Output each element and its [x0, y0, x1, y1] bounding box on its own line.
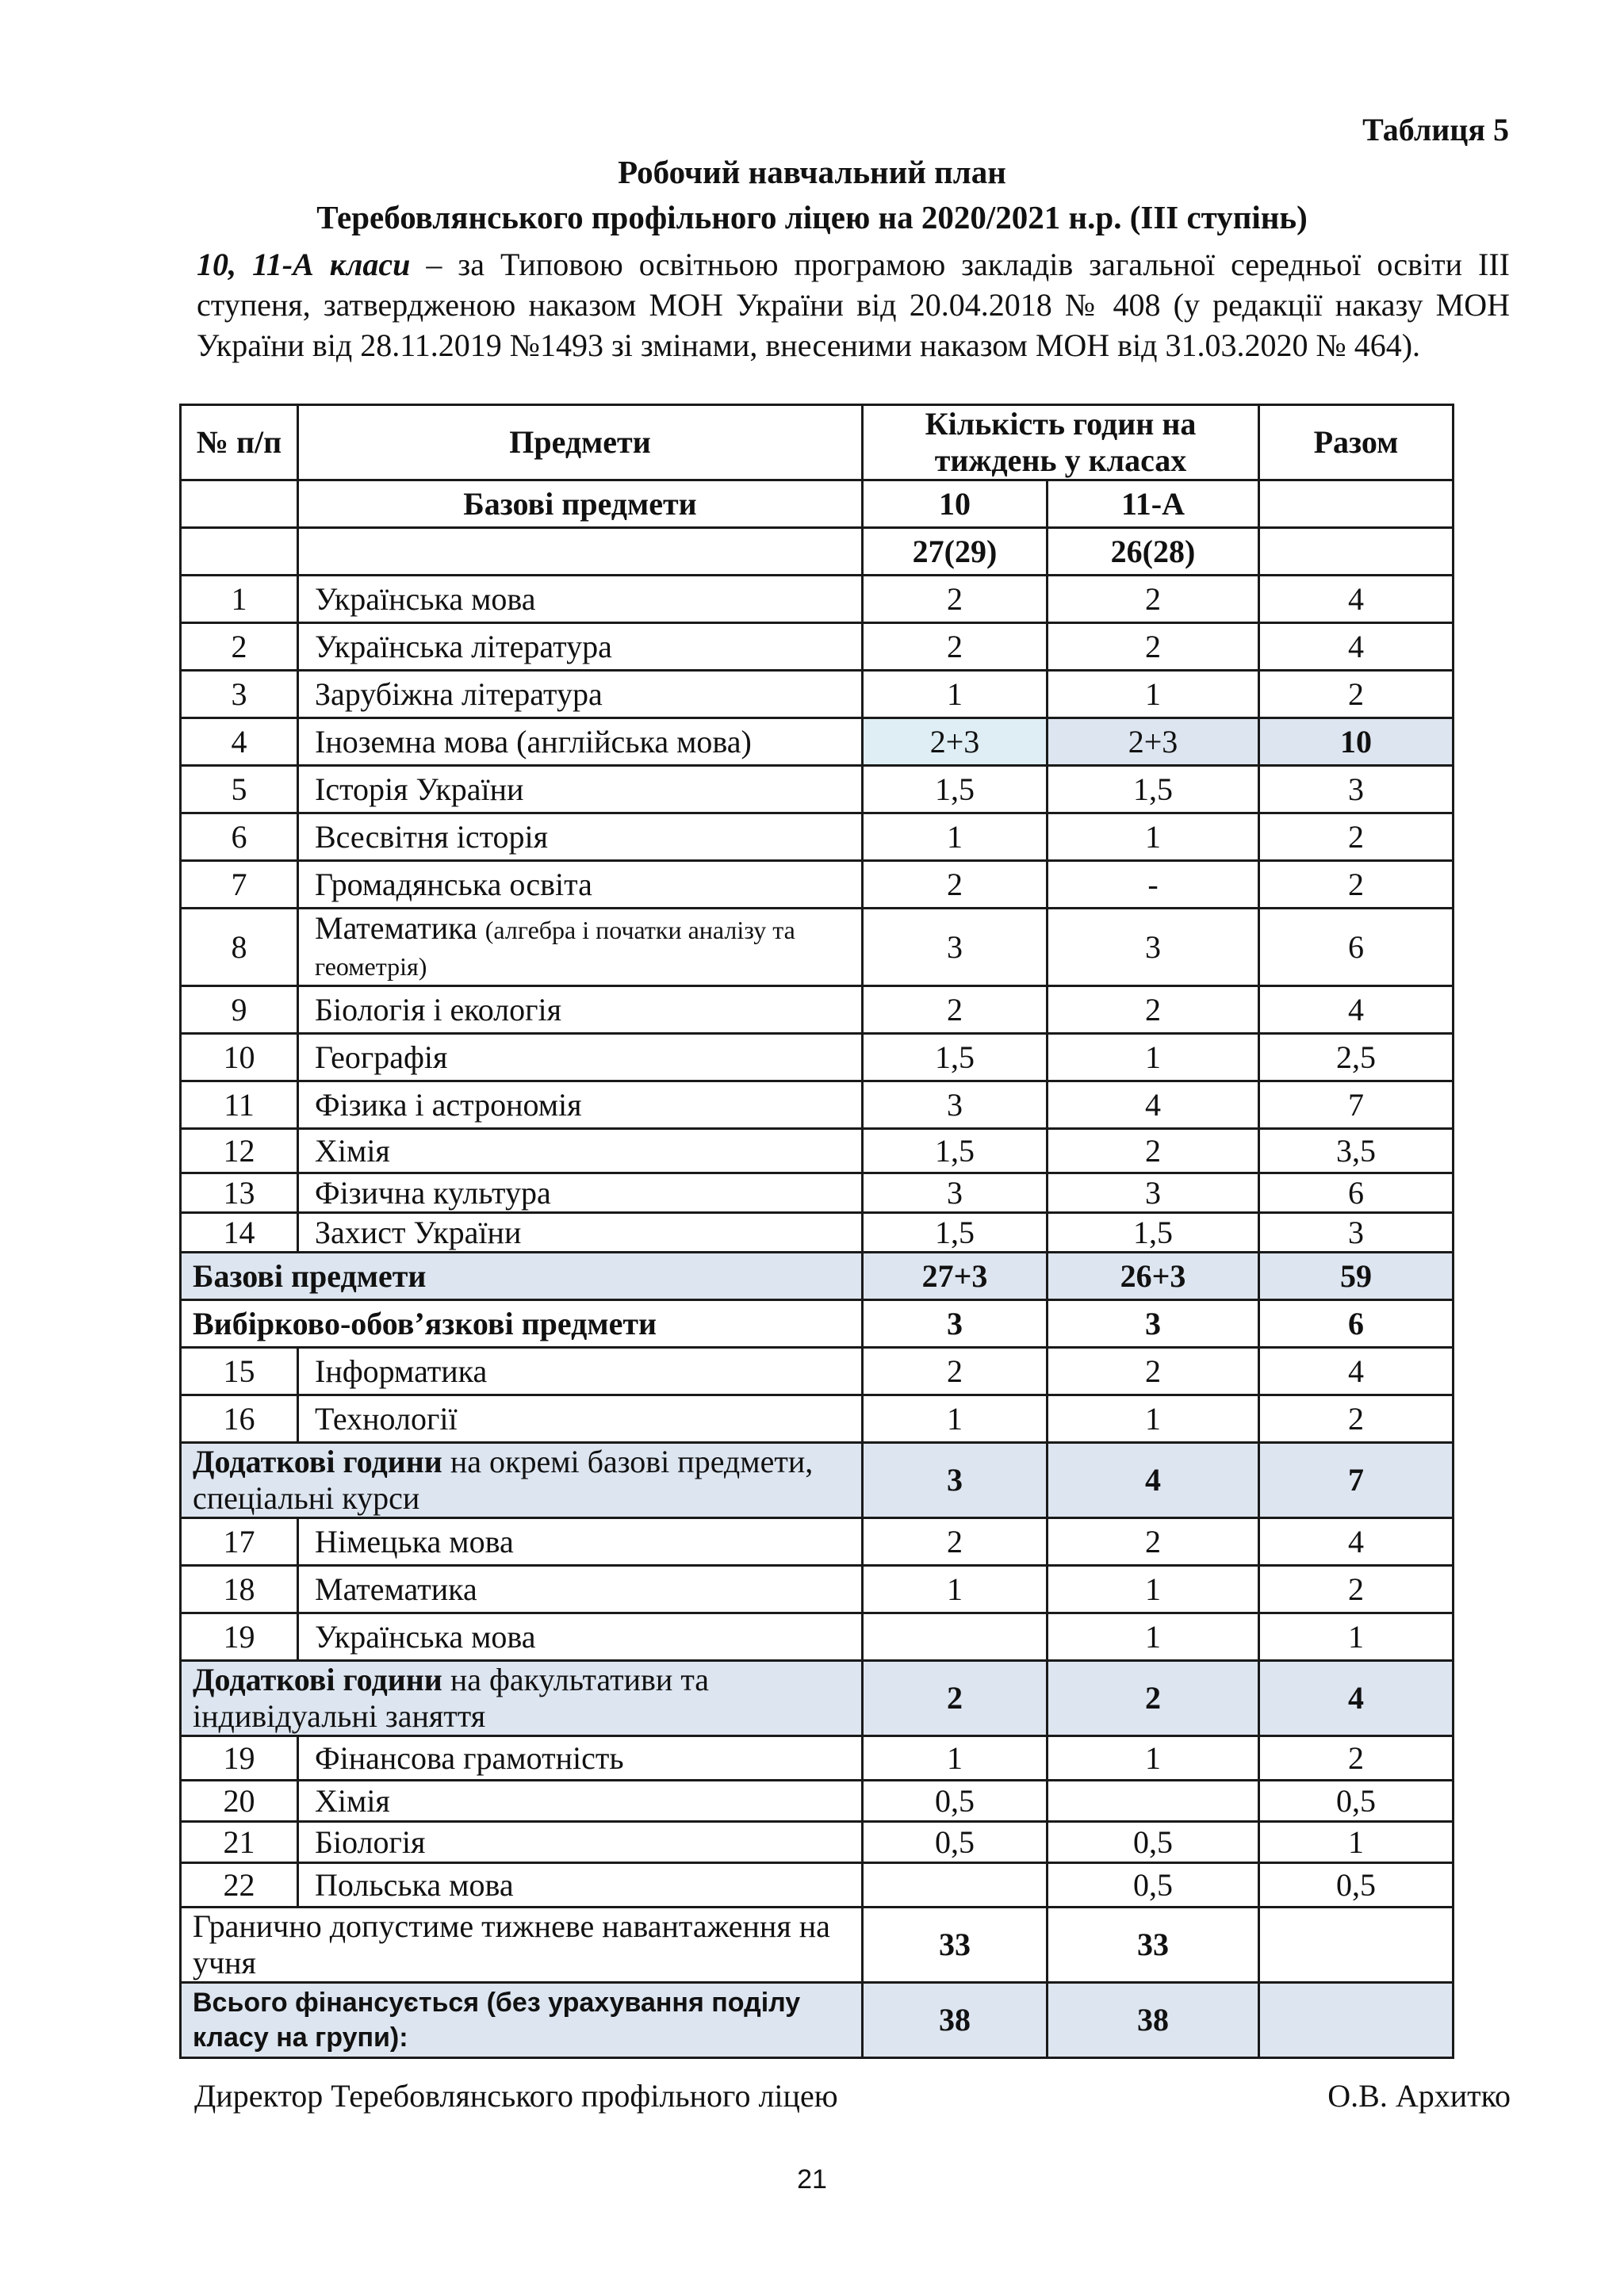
subject-name: [298, 1081, 863, 1129]
table-row: [181, 1518, 1454, 1566]
table-row: [181, 1081, 1454, 1129]
row-number: 5: [181, 766, 298, 813]
row-number: 2: [181, 623, 298, 671]
cell-class-11a: 3: [1048, 909, 1259, 986]
cell-class-10: 38: [863, 1983, 1048, 2058]
table-row: [181, 576, 1454, 623]
subject-label: Фізична культура: [315, 1174, 551, 1211]
row-number: 11: [181, 1081, 298, 1129]
cell-class-11a: 1,5: [1048, 766, 1259, 813]
cell-class-10: 1: [863, 1566, 1048, 1613]
cell-total: 0,5: [1259, 1781, 1454, 1822]
subject-name: [298, 1034, 863, 1081]
cell-total: 0,5: [1259, 1863, 1454, 1908]
row-number: 10: [181, 1034, 298, 1081]
section-label: Додаткові години на окремі базові предмети, спеціальні курси: [181, 1443, 863, 1518]
row-number: 8: [181, 909, 298, 986]
subject-name: [298, 1395, 863, 1443]
row-number: 6: [181, 813, 298, 861]
table-header-row: [181, 405, 1454, 480]
subject-name: [298, 1348, 863, 1395]
cell-total: 4: [1259, 576, 1454, 623]
row-number: 3: [181, 671, 298, 718]
cell-class-11a: 1,5: [1048, 1213, 1259, 1253]
cell-total: [1259, 1908, 1454, 1983]
row-number: 19: [181, 1736, 298, 1781]
cell-total: 3: [1259, 1213, 1454, 1253]
cell-total: 2: [1259, 813, 1454, 861]
subject-label: Іноземна мова (англійська мова): [315, 723, 752, 760]
cell-class-11a: 2+3: [1048, 718, 1259, 766]
subject-name: [298, 1173, 863, 1213]
cell-class-10: 2: [863, 623, 1048, 671]
cell-total: 2: [1259, 1736, 1454, 1781]
cell-class-10: 1,5: [863, 766, 1048, 813]
subject-label: Хімія: [315, 1782, 390, 1819]
table-row: [181, 623, 1454, 671]
table-row: [181, 861, 1454, 909]
page-number: 21: [797, 2164, 827, 2195]
cell-class-10: 2: [863, 1518, 1048, 1566]
cell-class-10: 2+3: [863, 718, 1048, 766]
cell-class-11a: 33: [1048, 1908, 1259, 1983]
table-row: [181, 1863, 1454, 1908]
row-number: 21: [181, 1822, 298, 1863]
header-subjects: Предмети: [298, 405, 863, 480]
cell-class-11a: 1: [1048, 1395, 1259, 1443]
intro-paragraph: [197, 244, 1510, 365]
subject-name: [298, 718, 863, 766]
row-number: 7: [181, 861, 298, 909]
row-number: 22: [181, 1863, 298, 1908]
row-number: 13: [181, 1173, 298, 1213]
cell-total: 7: [1259, 1081, 1454, 1129]
cell-class-10: 1: [863, 813, 1048, 861]
cell-class-11a: 4: [1048, 1443, 1259, 1518]
cell-class-10: 1,5: [863, 1213, 1048, 1253]
table-row: [181, 1781, 1454, 1822]
section-label: Всього фінансується (без урахування поділу класу на групи):: [181, 1983, 863, 2058]
subject-name: [298, 1129, 863, 1173]
cell-class-11a: 3: [1048, 1173, 1259, 1213]
cell-class-10: 2: [863, 1348, 1048, 1395]
cell-class-10: 0,5: [863, 1781, 1048, 1822]
subject-label: Громадянська освіта: [315, 866, 592, 902]
subject-name: [298, 1566, 863, 1613]
cell-total: 1: [1259, 1822, 1454, 1863]
row-number: 12: [181, 1129, 298, 1173]
subject-name: [298, 1822, 863, 1863]
subject-name: [298, 766, 863, 813]
table-row: [181, 1173, 1454, 1213]
row-financed: [181, 1983, 1454, 2058]
subject-label: Зарубіжна література: [315, 675, 603, 712]
cell-class-10: 27+3: [863, 1253, 1048, 1300]
subject-name: [298, 1863, 863, 1908]
row-max-load: [181, 1908, 1454, 1983]
cell-total: 4: [1259, 986, 1454, 1034]
subject-label: Українська мова: [315, 580, 536, 617]
row-number: 16: [181, 1395, 298, 1443]
cell-class-10: 2: [863, 861, 1048, 909]
subject-name: [298, 576, 863, 623]
cell-class-11a: 0,5: [1048, 1822, 1259, 1863]
cell-total: 2: [1259, 1566, 1454, 1613]
header-basic: Базові предмети: [298, 480, 863, 528]
subject-name: [298, 1518, 863, 1566]
table-row: [181, 1613, 1454, 1661]
table-row: [181, 1736, 1454, 1781]
row-number: 20: [181, 1781, 298, 1822]
cell-total: 6: [1259, 909, 1454, 986]
cell-total: 4: [1259, 1348, 1454, 1395]
cell-total: 3,5: [1259, 1129, 1454, 1173]
subject-label: Фінансова грамотність: [315, 1739, 624, 1776]
subject-name: [298, 986, 863, 1034]
cell-class-11a: 1: [1048, 671, 1259, 718]
subject-label: Українська мова: [315, 1618, 536, 1655]
subject-label: Математика: [315, 1571, 477, 1607]
subject-name: [298, 909, 863, 986]
table-row: [181, 986, 1454, 1034]
subject-name: [298, 1781, 863, 1822]
table-row: [181, 1129, 1454, 1173]
row-number: 17: [181, 1518, 298, 1566]
subject-label: Біологія: [315, 1823, 426, 1860]
cell-class-11a: 38: [1048, 1983, 1259, 2058]
cell-class-11a: 3: [1048, 1300, 1259, 1348]
cell-total: [1259, 1983, 1454, 2058]
subject-label: Українська література: [315, 628, 612, 664]
subject-name: [298, 623, 863, 671]
row-number: 1: [181, 576, 298, 623]
document-title: Робочий навчальний план: [618, 154, 1006, 190]
cell-total: 6: [1259, 1300, 1454, 1348]
cell-total: 10: [1259, 718, 1454, 766]
cell-class-10: 3: [863, 1081, 1048, 1129]
director-signature-name: О.В. Архитко: [1327, 2078, 1511, 2114]
cell-total: 3: [1259, 766, 1454, 813]
cell-total: 6: [1259, 1173, 1454, 1213]
subject-name: [298, 1736, 863, 1781]
table-row: [181, 1566, 1454, 1613]
subject-label: Всесвітня історія: [315, 818, 549, 855]
cell-class-11a: 1: [1048, 1566, 1259, 1613]
row-number: 14: [181, 1213, 298, 1253]
cell-class-10: 1: [863, 671, 1048, 718]
subject-name: [298, 861, 863, 909]
cell-class-11a: 2: [1048, 1518, 1259, 1566]
section-row-additional-electives: [181, 1661, 1454, 1736]
cell-class-11a: -: [1048, 861, 1259, 909]
cell-total: 59: [1259, 1253, 1454, 1300]
subject-label: Географія: [315, 1039, 448, 1075]
row-number: 4: [181, 718, 298, 766]
header-total: Разом: [1259, 405, 1454, 480]
table-row: [181, 1822, 1454, 1863]
cell-total: 1: [1259, 1613, 1454, 1661]
section-label: Додаткові години на факультативи та індивідуальні заняття: [181, 1661, 863, 1736]
subject-name: [298, 1613, 863, 1661]
table-row: [181, 718, 1454, 766]
table-label: Таблиця 5: [1362, 112, 1509, 147]
subject-name: [298, 1213, 863, 1253]
table-header-row: [181, 480, 1454, 528]
cell-class-11a: 2: [1048, 1129, 1259, 1173]
load-class-11a: 26(28): [1048, 528, 1259, 576]
subject-label: Захист України: [315, 1214, 522, 1250]
cell-class-10: 3: [863, 1173, 1048, 1213]
section-row-additional-basic: [181, 1443, 1454, 1518]
cell-class-11a: 1: [1048, 1736, 1259, 1781]
cell-class-11a: 1: [1048, 813, 1259, 861]
table-row: [181, 813, 1454, 861]
cell-class-10: 3: [863, 1443, 1048, 1518]
subject-label: Інформатика: [315, 1353, 488, 1389]
table-row: [181, 1213, 1454, 1253]
cell-class-11a: 1: [1048, 1034, 1259, 1081]
cell-class-10: 2: [863, 1661, 1048, 1736]
cell-class-11a: 2: [1048, 986, 1259, 1034]
header-num: № п/п: [181, 405, 298, 480]
cell-class-10: 3: [863, 1300, 1048, 1348]
cell-class-11a: 1: [1048, 1613, 1259, 1661]
cell-class-11a: 2: [1048, 1348, 1259, 1395]
director-title: Директор Теребовлянського профільного ліцею: [194, 2078, 838, 2114]
table-row: [181, 909, 1454, 986]
header-class-11a: 11-А: [1048, 480, 1259, 528]
table-row: [181, 1395, 1454, 1443]
cell-class-10: 33: [863, 1908, 1048, 1983]
table-header-row: [181, 528, 1454, 576]
cell-class-10: 1: [863, 1736, 1048, 1781]
cell-class-10: 1: [863, 1395, 1048, 1443]
curriculum-table: [179, 404, 1454, 2059]
table-row: [181, 766, 1454, 813]
subject-label: Технології: [315, 1400, 458, 1437]
cell-class-11a: 0,5: [1048, 1863, 1259, 1908]
cell-total: 2: [1259, 1395, 1454, 1443]
cell-class-11a: 26+3: [1048, 1253, 1259, 1300]
cell-class-11a: [1048, 1781, 1259, 1822]
section-label: Вибірково-обов’язкові предмети: [181, 1300, 863, 1348]
cell-class-11a: 2: [1048, 1661, 1259, 1736]
subject-label: Математика: [315, 909, 477, 946]
cell-total: 4: [1259, 1661, 1454, 1736]
subject-label: Фізика і астрономія: [315, 1086, 582, 1123]
document-subtitle: Теребовлянського профільного ліцею на 2020/2021 н.р. (ІІІ ступінь): [316, 199, 1308, 235]
cell-class-10: [863, 1863, 1048, 1908]
subject-note: (алгебра і початки аналізу та геометрія): [315, 915, 795, 981]
cell-class-10: 2: [863, 986, 1048, 1034]
subject-label: Історія України: [315, 771, 524, 807]
cell-total: 2: [1259, 671, 1454, 718]
header-hours: Кількість годин на тиждень у класах: [863, 405, 1259, 480]
load-class-10: 27(29): [863, 528, 1048, 576]
cell-class-10: 3: [863, 909, 1048, 986]
intro-lead: 10, 11-А класи: [197, 247, 411, 282]
section-row-elective: [181, 1300, 1454, 1348]
cell-total: 2: [1259, 861, 1454, 909]
table-row: [181, 1034, 1454, 1081]
cell-total: 4: [1259, 1518, 1454, 1566]
subject-label: Німецька мова: [315, 1523, 514, 1559]
row-number: 18: [181, 1566, 298, 1613]
section-label: Базові предмети: [181, 1253, 863, 1300]
subject-name: [298, 671, 863, 718]
subject-label: Польська мова: [315, 1866, 514, 1903]
cell-class-11a: 4: [1048, 1081, 1259, 1129]
cell-total: 7: [1259, 1443, 1454, 1518]
cell-class-11a: 2: [1048, 623, 1259, 671]
cell-class-10: [863, 1613, 1048, 1661]
cell-class-10: 0,5: [863, 1822, 1048, 1863]
subject-label: Біологія і екологія: [315, 991, 562, 1027]
cell-class-10: 1,5: [863, 1129, 1048, 1173]
section-row-basic-total: [181, 1253, 1454, 1300]
table-row: [181, 1348, 1454, 1395]
subject-label: Хімія: [315, 1132, 390, 1169]
intro-text: – за Типовою освітньою програмою закладів загальної середньої освіти ІІІ ступеня, затвердженою наказом МОН України від 20.04.2018 № 408 (у редакції наказу МОН України від 28.11.2019 №1493 зі змінами, внесеними наказом МОН від 31.03.2020 № 464).: [197, 247, 1510, 363]
cell-total: 4: [1259, 623, 1454, 671]
row-number: 19: [181, 1613, 298, 1661]
cell-class-11a: 2: [1048, 576, 1259, 623]
cell-class-10: 2: [863, 576, 1048, 623]
subject-name: [298, 813, 863, 861]
table-row: [181, 671, 1454, 718]
cell-total: 2,5: [1259, 1034, 1454, 1081]
row-number: 9: [181, 986, 298, 1034]
row-number: 15: [181, 1348, 298, 1395]
header-class-10: 10: [863, 480, 1048, 528]
section-label: Гранично допустиме тижневе навантаження на учня: [181, 1908, 863, 1983]
cell-class-10: 1,5: [863, 1034, 1048, 1081]
